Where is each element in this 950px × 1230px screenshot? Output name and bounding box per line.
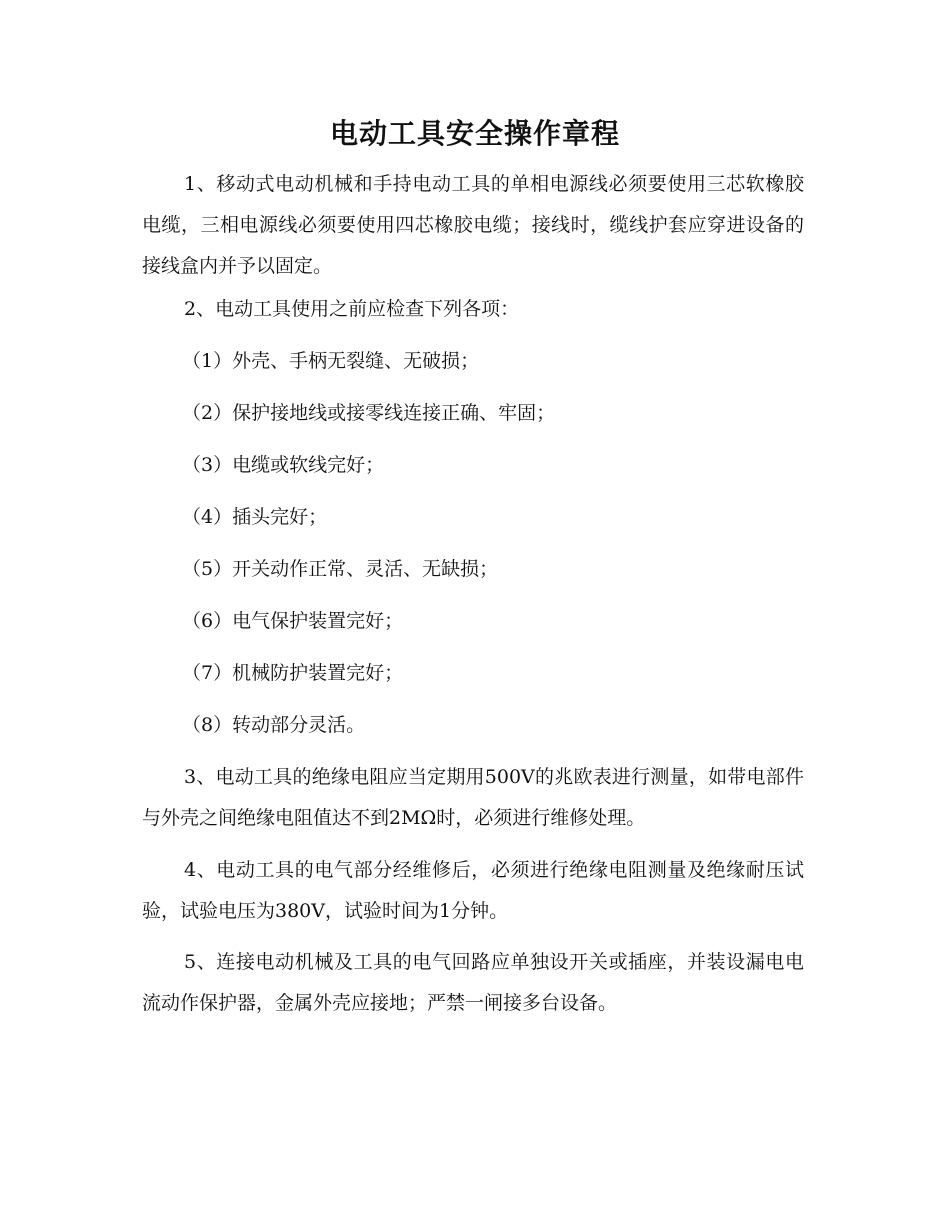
checklist-item-3: （3）电缆或软线完好； [182,454,385,476]
paragraph-3: 3、电动工具的绝缘电阻应当定期用500V的兆欧表进行测量，如带电部件与外壳之间绝缘电阻值达不到2MΩ时，必须进行维修处理。 [142,766,804,829]
document-title: 电动工具安全操作章程 [329,117,620,150]
paragraph-1: 1、移动式电动机械和手持电动工具的单相电源线必须要使用三芯软橡胶电缆，三相电源线必须要使用四芯橡胶电缆；接线时，缆线护套应穿进设备的接线盒内并予以固定。 [142,173,804,277]
paragraph-2: 2、电动工具使用之前应检查下列各项： [184,298,520,320]
checklist-item-1: （1）外壳、手柄无裂缝、无破损； [182,350,480,372]
paragraph-5: 5、连接电动机械及工具的电气回路应单独设开关或插座，并装设漏电电流动作保护器，金属外壳应接地；严禁一闸接多台设备。 [142,951,804,1014]
checklist-item-6: （6）电气保护装置完好； [182,610,404,632]
checklist-item-2: （2）保护接地线或接零线连接正确、牢固； [182,402,556,424]
checklist-item-7: （7）机械防护装置完好； [182,662,404,684]
checklist-item-8: （8）转动部分灵活。 [182,714,366,736]
paragraph-4: 4、电动工具的电气部分经维修后，必须进行绝缘电阻测量及绝缘耐压试验，试验电压为380V，试验时间为1分钟。 [142,859,804,922]
checklist-item-5: （5）开关动作正常、灵活、无缺损； [182,558,499,580]
checklist-item-4: （4）插头完好； [182,506,328,528]
